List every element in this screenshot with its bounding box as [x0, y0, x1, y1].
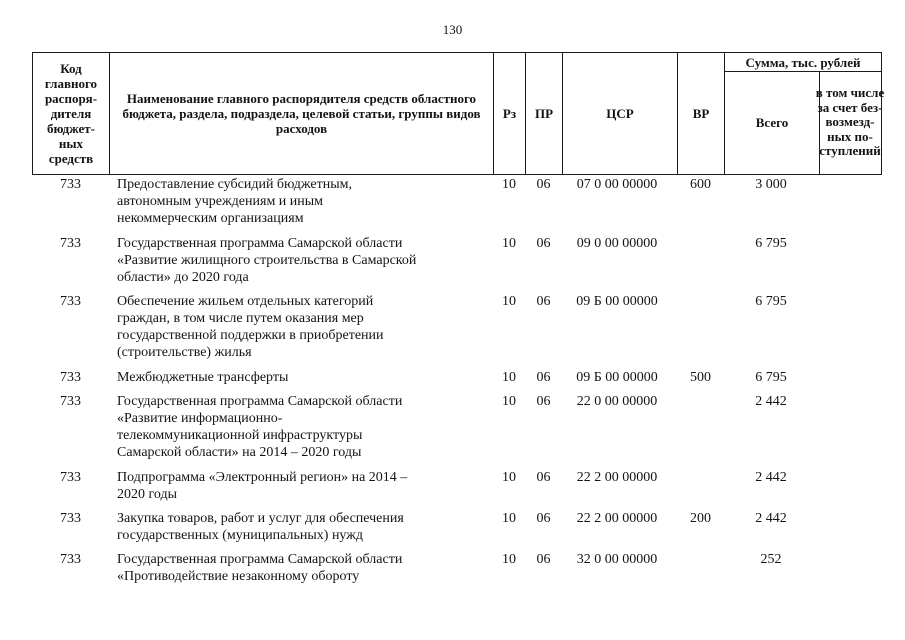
row-name-line: «Противодействие незаконному обороту [117, 569, 360, 584]
row-csr: 09 0 00 00000 [576, 236, 658, 251]
row-name-line: Самарской области» на 2014 – 2020 годы [117, 445, 362, 460]
row-pr: 06 [536, 236, 551, 251]
row-total: 2 442 [755, 394, 787, 409]
row-rz: 10 [502, 294, 516, 309]
row-name-line: государственных (муниципальных) нужд [117, 528, 364, 543]
row-name [117, 393, 465, 461]
row-name [117, 176, 465, 227]
header-code-line: главного [44, 76, 98, 91]
row-total: 3 000 [755, 177, 787, 192]
row-rz: 10 [502, 511, 516, 526]
row-pr: 06 [536, 177, 551, 192]
row-name [117, 369, 465, 386]
header-code-line: средств [48, 151, 94, 166]
row-rz: 10 [502, 370, 516, 385]
row-name-line: 2020 годы [117, 487, 178, 502]
header-including-line: ступлений [819, 143, 881, 159]
row-pr: 06 [536, 370, 551, 385]
header-including-line: за счет без- [817, 99, 883, 115]
row-name-line: (строительстве) жилья [117, 345, 252, 360]
header-pr: ПР [526, 53, 563, 174]
row-name-line: «Развитие информационно- [117, 411, 283, 426]
header-total: Всего [725, 71, 820, 174]
header-sum-title: Сумма, тыс. рублей [725, 53, 881, 72]
row-name-line: Закупка товаров, работ и услуг для обеспечения [117, 511, 404, 526]
row-pr: 06 [536, 552, 551, 567]
header-code-line: дителя [50, 106, 92, 121]
row-name [117, 469, 465, 503]
row-name [117, 510, 465, 544]
row-name [117, 293, 465, 361]
row-name-line: Предоставление субсидий бюджетным, [117, 177, 353, 192]
row-name-line: граждан, в том числе путем оказания мер [117, 311, 364, 326]
row-rz: 10 [502, 177, 516, 192]
row-code: 733 [60, 177, 81, 192]
row-rz: 10 [502, 394, 516, 409]
row-csr: 22 0 00 00000 [576, 394, 658, 409]
row-name-line: Государственная программа Самарской области [117, 552, 403, 567]
row-total: 2 442 [755, 511, 787, 526]
header-code-line: ных [58, 136, 84, 151]
row-total: 6 795 [755, 294, 787, 309]
row-vr: 500 [690, 370, 711, 385]
row-total: 252 [760, 552, 782, 567]
row-csr: 22 2 00 00000 [576, 470, 658, 485]
row-name-line: «Развитие жилищного строительства в Самарской [117, 253, 417, 268]
row-rz: 10 [502, 470, 516, 485]
row-name-line: телекоммуникационной инфраструктуры [117, 428, 363, 443]
header-including-line: ных по- [827, 128, 873, 144]
row-pr: 06 [536, 511, 551, 526]
header-rz: Рз [494, 53, 526, 174]
row-csr: 22 2 00 00000 [576, 511, 658, 526]
row-total: 6 795 [755, 370, 787, 385]
row-name-line: Обеспечение жильем отдельных категорий [117, 294, 374, 309]
row-pr: 06 [536, 394, 551, 409]
header-including-line: в том числе [815, 85, 885, 101]
row-name-line: области» до 2020 года [117, 270, 249, 285]
row-name-line: Межбюджетные трансферты [117, 370, 289, 385]
table-header [32, 52, 885, 175]
row-csr: 09 Б 00 00000 [576, 370, 658, 385]
row-name-line: Государственная программа Самарской области [117, 394, 403, 409]
row-total: 6 795 [755, 236, 787, 251]
page-number: 130 [442, 22, 463, 37]
row-csr: 32 0 00 00000 [576, 552, 658, 567]
row-code: 733 [60, 470, 81, 485]
row-name [117, 235, 465, 286]
row-pr: 06 [536, 294, 551, 309]
row-vr: 600 [690, 177, 711, 192]
row-rz: 10 [502, 236, 516, 251]
row-rz: 10 [502, 552, 516, 567]
row-csr: 07 0 00 00000 [576, 177, 658, 192]
row-code: 733 [60, 394, 81, 409]
header-code-line: бюджет- [46, 121, 95, 136]
row-code: 733 [60, 370, 81, 385]
row-csr: 09 Б 00 00000 [576, 294, 658, 309]
row-name [117, 551, 465, 585]
row-code: 733 [60, 511, 81, 526]
row-code: 733 [60, 294, 81, 309]
row-code: 733 [60, 552, 81, 567]
header-csr: ЦСР [563, 53, 678, 174]
header-code-line: Код [60, 61, 82, 76]
row-pr: 06 [536, 470, 551, 485]
header-code-line: распоря- [44, 91, 98, 106]
header-sum [725, 53, 885, 174]
row-code: 733 [60, 236, 81, 251]
row-name-line: Государственная программа Самарской области [117, 236, 403, 251]
row-name-line: государственной поддержки в приобретении [117, 328, 384, 343]
header-including-line: возмезд- [825, 114, 875, 130]
header-name: Наименование главного распорядителя средств областного бюджета, раздела, подраздела, целевой статьи, группы видов расходов [110, 53, 494, 174]
row-name-line: некоммерческим организациям [117, 211, 304, 226]
header-vr: ВР [678, 53, 725, 174]
row-name-line: Подпрограмма «Электронный регион» на 2014 – [117, 470, 408, 485]
row-name-line: автономным учреждениям и иным [117, 194, 324, 209]
row-vr: 200 [690, 511, 711, 526]
header-including [815, 71, 885, 174]
row-total: 2 442 [755, 470, 787, 485]
header-code [33, 53, 110, 174]
